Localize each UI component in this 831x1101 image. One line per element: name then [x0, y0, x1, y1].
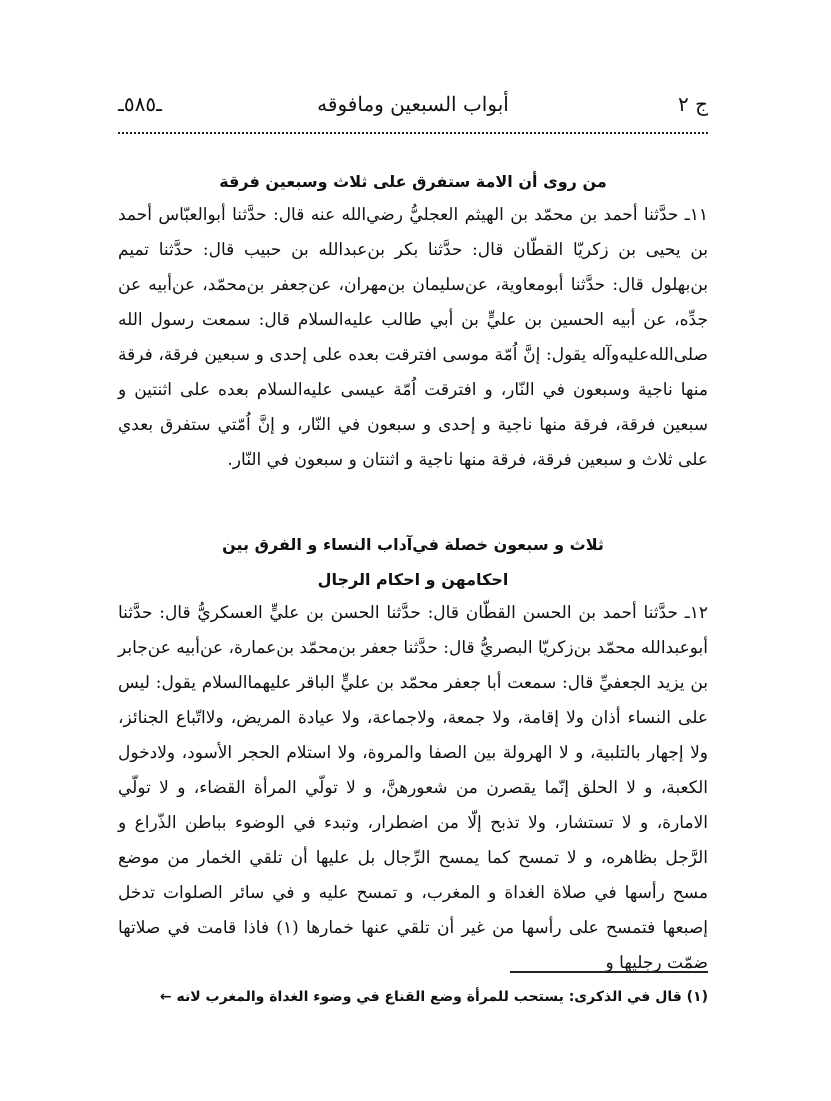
hadith-paragraph-11: ١١ـ حدَّثنا أحمد بن محمّد بن الهيثم العجليُّ رضي‌الله عنه قال: حدَّثنا أبوالعبّاس أحمد بن يحيى بن زكريّا القطّان قال: حدَّثنا بكر بن‌عبدالله بن حبيب قال: حدَّثنا تميم بن‌بهلول قال: حدَّثنا أبومعاوية، عن‌سليمان بن‌مهران، عن‌جعفر بن‌محمّد، عن‌أبيه عن جدِّه، عن أبيه الحسين بن عليٍّ بن أبي طالب عليه‌السلام قال: سمعت رسول الله صلى‌الله‌عليه‌وآله يقول: إنَّ اُمّة موسى افترقت بعده على إحدى و سبعين فرقة، فرقة منها ناجية وسبعون في النّار، و افترقت اُمّة عيسى عليه‌السلام بعده على اثنتين و سبعين فرقة، فرقة منها ناجية و إحدى و سبعون في النّار، و إنَّ اُمّتي ستفرق بعدي على ثلاث و سبعين فرقة، فرقة منها ناجية و اثنتان و سبعون في النّار.	[118, 205, 708, 470]
footnote-divider	[510, 971, 708, 973]
footnote: (١) قال في الذكرى: يستحب للمرأة وضع القناع في وضوء الغداة والمغرب لانه ←	[159, 989, 708, 1005]
running-header	[118, 92, 708, 128]
hadith-paragraph-12: ١٢ـ حدَّثنا أحمد بن الحسن القطّان قال: حدَّثنا الحسن بن عليٍّ العسكريُّ قال: حدَّثنا أبوعبدالله محمّد بن‌زكريّا البصريُّ قال: حدَّثنا جعفر بن‌محمّد بن‌عمارة، عن‌أبيه عن‌جابر بن يزيد الجعفيِّ قال: سمعت أبا جعفر محمّد بن عليٍّ الباقر عليهما‌السلام يقول: ليس على النساء أذان ولا إقامة، ولا جمعة، ولاجماعة، ولا عيادة المريض، ولااتّباع الجنائز، ولا إجهار بالتلبية، و لا الهرولة بين الصفا والمروة، ولا استلام الحجر الأسود، ولادخول الكعبة، و لا الحلق إنّما يقصرن من شعورهنَّ، و لا تولّي المرأة القضاء، و لا تولّي الامارة، و لا تستشار، ولا تذبح إلّا من اضطرار، وتبدء في الوضوء بباطن الذّراع و الرَّجل بظاهره، و لا تمسح كما يمسح الرِّجال بل عليها أن تلقي الخمار من موضع مسح رأسها في صلاة الغداة و المغرب، و تمسح عليه و في سائر الصلوات تدخل إصبعها فتمسح على رأسها من غير أن تلقي عنها خمارها (١) فاذا قامت في صلاتها ضمّت رجليها و	[118, 603, 708, 973]
heading-line: من روى أن الامة ستفرق على ثلاث وسبعين فرقة	[219, 172, 607, 191]
section-heading-1	[118, 172, 708, 191]
page-number: ـ٥٨٥ـ	[118, 92, 162, 116]
section-heading-2	[118, 527, 708, 597]
header-divider	[118, 132, 708, 134]
volume-label: ج ٢	[677, 92, 708, 116]
heading-line: ثلاث و سبعون خصلة في‌آداب النساء و الفرق بين	[222, 535, 604, 554]
heading-line: احكامهن و احكام الرجال	[317, 570, 509, 589]
chapter-title: أبواب السبعين ومافوقه	[317, 92, 509, 116]
